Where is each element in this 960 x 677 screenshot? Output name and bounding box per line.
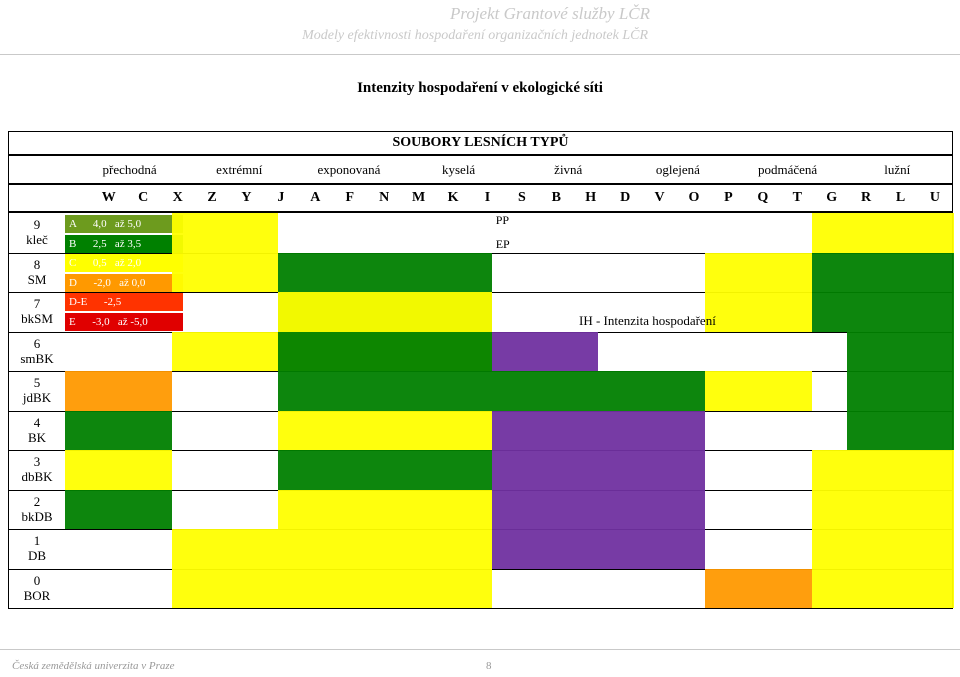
intensity-block: [65, 490, 172, 530]
col-header: Y: [241, 190, 252, 205]
table-group-title-row: [8, 131, 953, 155]
row-label: [9, 257, 65, 287]
intensity-block: [492, 529, 705, 569]
col-header: T: [792, 190, 802, 205]
row-code: 3: [33, 454, 41, 469]
group-kysela: kyselá: [441, 161, 476, 177]
project-subtitle: Modely efektivnosti hospodaření organizačních jednotek LČR: [302, 28, 648, 43]
row-code: 1: [33, 533, 41, 548]
col-header: X: [172, 190, 183, 205]
col-header: B: [551, 190, 561, 205]
row-name: jdBK: [22, 390, 52, 405]
intensity-block: [65, 411, 172, 451]
col-header: V: [654, 190, 665, 205]
row-code: 8: [33, 256, 41, 272]
col-header: G: [826, 190, 838, 205]
group-extremni: extrémní: [216, 161, 263, 177]
intensity-block: [172, 529, 279, 569]
group-spacer: [9, 156, 75, 183]
col-header: Z: [207, 190, 217, 205]
intensity-block: [172, 213, 279, 292]
intensity-block: [172, 569, 279, 609]
group-title: SOUBORY LESNÍCH TYPŮ: [392, 135, 569, 150]
ih-label: IH - Intenzita hospodaření: [579, 313, 716, 328]
col-header: N: [379, 190, 390, 205]
row-code: 6: [33, 335, 41, 351]
legend-entry: C 0,5 až 2,0: [69, 257, 142, 269]
project-header: Projekt Grantové služby LČR: [449, 4, 650, 23]
intensity-block: [278, 450, 491, 490]
col-header: H: [585, 190, 597, 205]
ep-label: EP: [495, 237, 510, 251]
row-name: smBK: [20, 350, 54, 366]
intensity-block: [492, 490, 705, 530]
col-header: J: [277, 190, 285, 205]
intensity-block: [812, 253, 954, 332]
intensity-block: [278, 411, 491, 451]
col-header: Q: [757, 190, 769, 205]
row-name: bkSM: [21, 311, 53, 326]
intensity-block: [278, 529, 491, 569]
group-oglejena: oglejená: [655, 161, 700, 177]
col-header: F: [345, 190, 355, 205]
pp-label: PP: [495, 213, 510, 227]
group-podmacena: podmáčená: [757, 161, 818, 177]
row-name: dbBK: [21, 469, 53, 484]
intensity-block: [278, 490, 491, 530]
row-code: 5: [33, 375, 41, 390]
intensity-block: [278, 371, 491, 411]
intensity-block: [847, 332, 954, 451]
legend-entry: D-E -2,5: [69, 296, 130, 308]
col-header: M: [411, 190, 426, 205]
row-label: [9, 454, 65, 484]
intensity-block: [492, 371, 705, 411]
col-header: I: [484, 190, 491, 205]
footer-page-number: 8: [486, 660, 492, 672]
group-luzni: lužní: [884, 161, 911, 177]
legend-entry: B 2,5 až 3,5: [69, 237, 142, 250]
row-name: BOR: [23, 587, 51, 603]
row-name: kleč: [26, 232, 48, 247]
group-row: [8, 155, 953, 184]
intensity-block: [172, 332, 279, 372]
legend-entry: A 4,0 až 5,0: [69, 218, 142, 230]
page-title: Intenzity hospodaření v ekologické síti: [357, 80, 603, 96]
row-label: [9, 336, 65, 366]
row-name: BK: [27, 429, 47, 445]
footer-university: Česká zemědělská univerzita v Praze: [12, 660, 175, 672]
row-code: 7: [33, 296, 41, 311]
col-header: U: [929, 190, 940, 205]
col-header: O: [688, 190, 700, 205]
header-divider: [0, 54, 960, 55]
group-exponovana: exponovaná: [317, 161, 381, 177]
intensity-block: [492, 332, 599, 372]
row-code: 9: [33, 217, 41, 232]
row-name: DB: [27, 548, 47, 563]
intensity-block: [278, 569, 491, 609]
row-code: 2: [33, 493, 41, 509]
col-header: C: [138, 190, 149, 205]
col-header: W: [101, 190, 116, 205]
group-prechodna: přechodná: [102, 161, 157, 177]
legend-entry: E -3,0 až -5,0: [69, 315, 148, 328]
row-label: [9, 375, 65, 405]
footer-divider: [0, 649, 960, 650]
intensity-grid: [8, 212, 953, 609]
col-header: A: [310, 190, 321, 205]
intensity-block: [705, 569, 812, 609]
col-header: S: [517, 190, 526, 205]
intensity-block: [812, 450, 954, 608]
row-label: [9, 415, 65, 445]
row-label: [9, 533, 65, 563]
row-code: 4: [33, 414, 41, 430]
row-name: SM: [27, 271, 47, 287]
intensity-block: [812, 213, 954, 253]
intensity-block: [65, 450, 172, 490]
col-header: R: [861, 190, 872, 205]
intensity-block: [492, 450, 705, 490]
col-header: D: [620, 190, 631, 205]
intensity-block: [65, 371, 172, 411]
row-name: bkDB: [21, 508, 53, 524]
intensity-block: [278, 332, 491, 372]
intensity-table: [8, 131, 953, 609]
intensity-block: [492, 411, 705, 451]
col-header: L: [895, 190, 906, 205]
column-spacer: [9, 185, 92, 211]
col-header: P: [724, 190, 733, 205]
row-label: [9, 494, 65, 524]
group-zivna: živná: [554, 161, 583, 177]
intensity-block: [705, 371, 812, 411]
legend-entry: D -2,0 až 0,0: [69, 276, 146, 289]
intensity-block: [705, 253, 812, 332]
row-label: [9, 217, 65, 247]
row-label: [9, 296, 65, 326]
col-header: K: [447, 190, 459, 205]
column-header-row: [8, 184, 953, 212]
row-label: [9, 573, 65, 603]
row-code: 0: [33, 572, 41, 588]
